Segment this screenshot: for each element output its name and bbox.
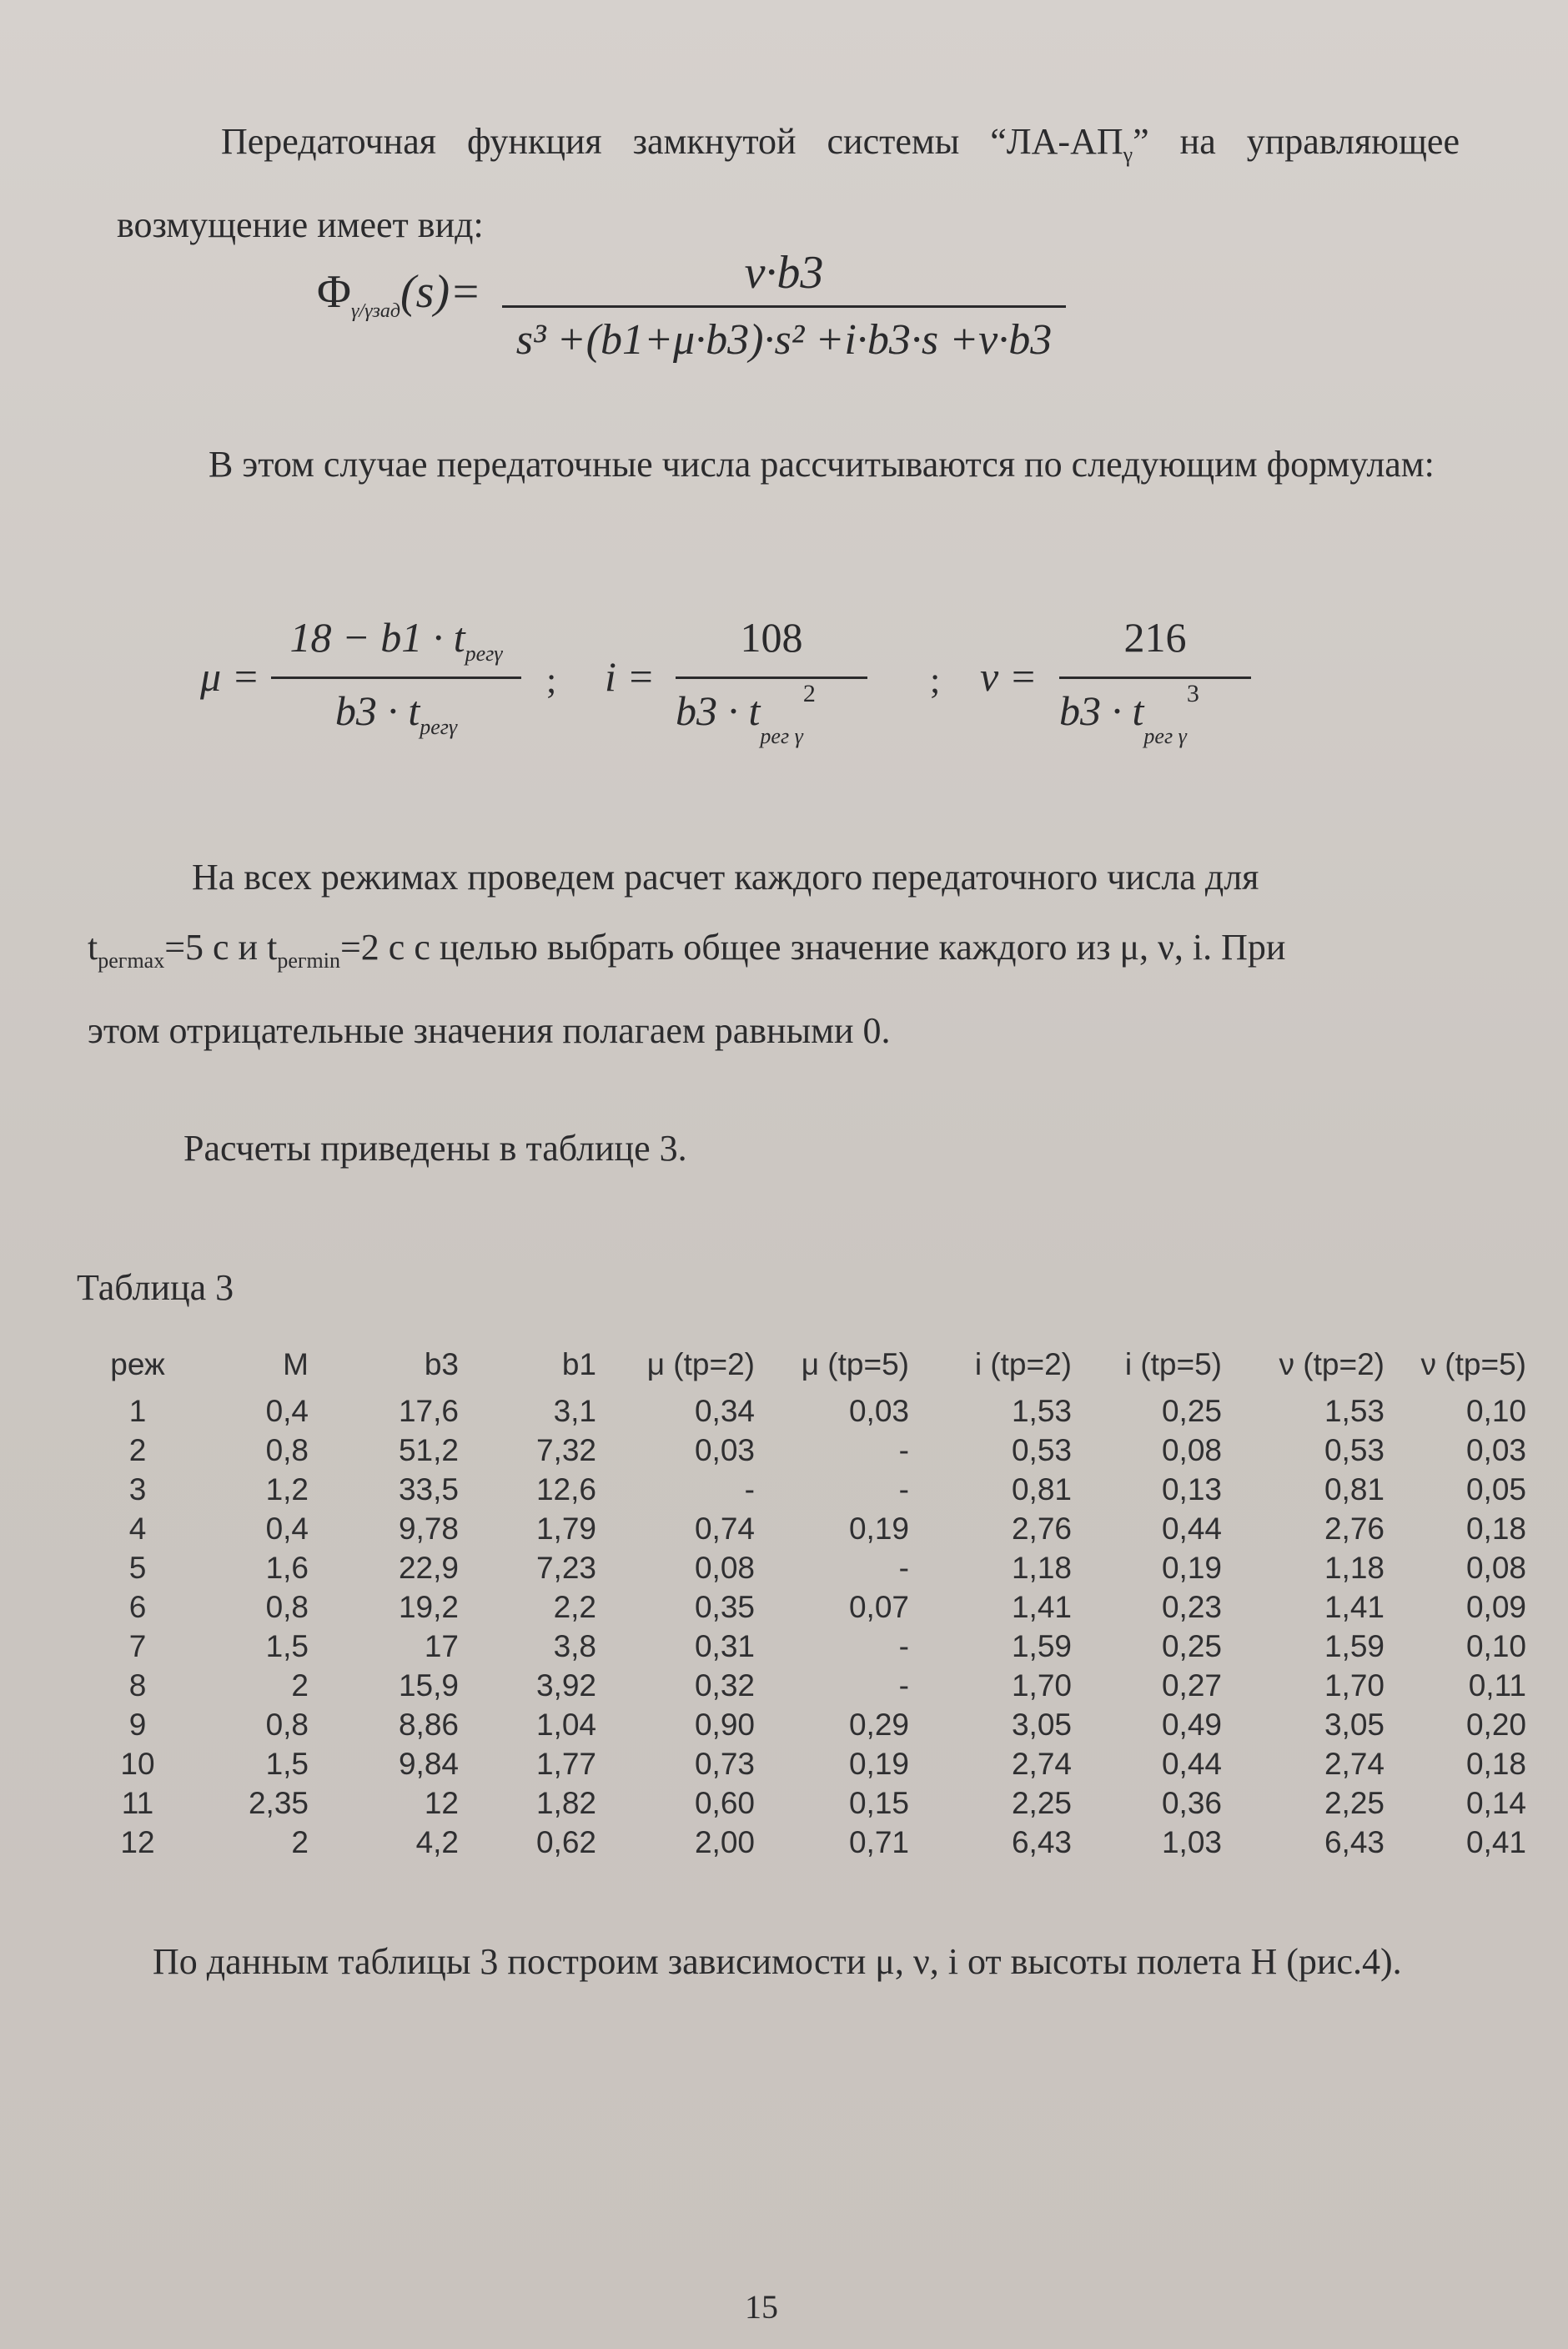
table-row [92, 1627, 1526, 1666]
table-cell: 2,2 [553, 1589, 596, 1624]
table-cell: 12 [424, 1785, 459, 1820]
calculation-paragraph [88, 843, 1472, 1066]
table-cell: 0,8 [265, 1432, 309, 1467]
column-header: i (tp=2) [974, 1347, 1072, 1381]
table-cell: 3,05 [1011, 1707, 1072, 1742]
table-row [92, 1666, 1526, 1705]
table-row [92, 1548, 1526, 1587]
table-cell: 0,27 [1161, 1667, 1222, 1703]
mu-fraction-line [271, 677, 521, 679]
table-cell: 0,32 [694, 1667, 755, 1703]
table-cell: 9,78 [398, 1511, 459, 1546]
table-cell: - [898, 1432, 909, 1467]
nu-denominator-power: 3 [1186, 680, 1199, 707]
table-cell: 1,18 [1324, 1550, 1385, 1585]
table-cell: 0,08 [694, 1550, 755, 1585]
table-cell: 4,2 [415, 1824, 459, 1859]
table-cell: 22,9 [398, 1550, 459, 1585]
calc-line-3: этом отрицательные значения полагаем равными 0. [88, 1009, 891, 1051]
intro-subscript: γ [1123, 142, 1133, 167]
table-cell: 0,03 [694, 1432, 755, 1467]
i-denominator-text: b3 · t [676, 687, 761, 734]
table-cell: 0,36 [1161, 1785, 1222, 1820]
column-header: ν (tp=2) [1279, 1347, 1385, 1381]
table-cell: 1,59 [1324, 1628, 1385, 1663]
table-row [92, 1823, 1526, 1862]
table-cell: 0,03 [1465, 1432, 1526, 1467]
table-cell: 0,81 [1011, 1471, 1072, 1506]
table-cell: - [898, 1667, 909, 1703]
table-header-row [92, 1343, 1526, 1391]
i-fraction-line [676, 677, 867, 679]
table-reference-text: Расчеты приведены в таблице 3. [183, 1128, 687, 1169]
table-cell: 0,14 [1465, 1785, 1526, 1820]
table-cell: - [898, 1550, 909, 1585]
table-cell: - [744, 1471, 755, 1506]
transfer-function-fraction-line [502, 305, 1066, 308]
nu-denominator-subscript: рег γ [1143, 724, 1187, 748]
table-row [92, 1391, 1526, 1431]
table-cell: 8,86 [398, 1707, 459, 1742]
table-cell: 11 [121, 1785, 154, 1820]
table-cell: 1 [128, 1393, 147, 1428]
conclusion-text: По данным таблицы 3 построим зависимости μ, ν, i от высоты полета Н (рис.4). [153, 1941, 1402, 1982]
table-cell: 6,43 [1324, 1824, 1385, 1859]
column-header: μ (tp=2) [646, 1347, 755, 1381]
table-body [92, 1391, 1526, 1862]
table-cell: 1,41 [1324, 1589, 1385, 1624]
table-cell: 9 [128, 1707, 147, 1742]
table-cell: 0,15 [848, 1785, 909, 1820]
column-header: M [283, 1347, 309, 1381]
table-cell: 0,08 [1161, 1432, 1222, 1467]
table-cell: 6,43 [1011, 1824, 1072, 1859]
mu-formula [200, 605, 534, 747]
i-formula [605, 605, 888, 747]
table-cell: 0,4 [265, 1511, 309, 1546]
table-cell: 2 [291, 1824, 309, 1859]
mu-numerator-text: 18 − b1 · t [289, 614, 465, 661]
table-cell: 0,13 [1161, 1471, 1222, 1506]
coefficients-intro-paragraph [104, 430, 1460, 500]
table-cell: 0,18 [1465, 1746, 1526, 1781]
phi-argument: (s)= [400, 266, 481, 318]
table-cell: 0,35 [694, 1589, 755, 1624]
mu-denominator-text: b3 · t [334, 687, 420, 734]
intro-text-after: ” на управляющее возмущение имеет вид: [117, 121, 1460, 245]
column-header: реж [110, 1347, 165, 1381]
mu-numerator [271, 613, 521, 666]
column-header: i (tp=5) [1124, 1347, 1222, 1381]
calc-t-prefix: t [88, 927, 98, 968]
table-cell: 3,05 [1324, 1707, 1385, 1742]
table-cell: 12,6 [535, 1471, 596, 1506]
table-cell: 5 [128, 1550, 147, 1585]
table-cell: 1,41 [1011, 1589, 1072, 1624]
table-cell: 7 [128, 1628, 147, 1663]
table-cell: 2,76 [1324, 1511, 1385, 1546]
table-cell: 0,03 [848, 1393, 909, 1428]
table-cell: 19,2 [398, 1589, 459, 1624]
mu-denominator [271, 687, 521, 740]
table-cell: 3 [128, 1471, 147, 1506]
table-cell: 0,44 [1161, 1511, 1222, 1546]
table-row [92, 1783, 1526, 1823]
table-row [92, 1744, 1526, 1783]
calc-line-1: На всех режимах проведем расчет каждого передаточного числа для [192, 857, 1259, 898]
calc-subscript-max: pегmax [98, 948, 165, 973]
table-cell: 1,03 [1161, 1824, 1222, 1859]
nu-formula [980, 605, 1297, 747]
table-cell: 0,73 [694, 1746, 755, 1781]
table-cell: 3,1 [553, 1393, 596, 1428]
nu-lhs: ν = [980, 653, 1038, 700]
table-cell: 15,9 [398, 1667, 459, 1703]
transfer-function-denominator: s³ +(b1+μ·b3)·s² +i·b3·s +ν·b3 [515, 316, 1053, 364]
table-cell: 2,25 [1011, 1785, 1072, 1820]
i-denominator-power: 2 [802, 680, 816, 707]
table-cell: 1,6 [265, 1550, 309, 1585]
table-cell: 2,76 [1011, 1511, 1072, 1546]
table-cell: 0,10 [1465, 1628, 1526, 1663]
table-row [92, 1587, 1526, 1627]
table-cell: 1,82 [535, 1785, 596, 1820]
table-cell: 0,71 [848, 1824, 909, 1859]
table-cell: 0,41 [1465, 1824, 1526, 1859]
table-cell: 0,44 [1161, 1746, 1222, 1781]
table-cell: 1,18 [1011, 1550, 1072, 1585]
table-cell: 2,25 [1324, 1785, 1385, 1820]
table-cell: 1,53 [1324, 1393, 1385, 1428]
table-row [92, 1470, 1526, 1509]
table-cell: 0,74 [694, 1511, 755, 1546]
table-cell: 0,29 [848, 1707, 909, 1742]
mu-denominator-subscript: регγ [420, 715, 458, 739]
table-cell: 1,77 [535, 1746, 596, 1781]
table-cell: 0,31 [694, 1628, 755, 1663]
table-cell: 7,23 [535, 1550, 596, 1585]
table-cell: 0,25 [1161, 1393, 1222, 1428]
conclusion-paragraph [48, 1927, 1500, 1997]
table-cell: 9,84 [398, 1746, 459, 1781]
table-cell: 0,23 [1161, 1589, 1222, 1624]
column-header: b3 [424, 1347, 459, 1381]
intro-paragraph [117, 107, 1460, 260]
calc-mid: =5 с и t [164, 927, 278, 968]
table-cell: 1,79 [535, 1511, 596, 1546]
table-cell: 1,04 [535, 1707, 596, 1742]
phi-subscript: γ/γзад [350, 300, 401, 323]
table-cell: 0,53 [1011, 1432, 1072, 1467]
table-cell: 0,60 [694, 1785, 755, 1820]
table-cell: 7,32 [535, 1432, 596, 1467]
table-cell: 1,70 [1324, 1667, 1385, 1703]
table-row [92, 1705, 1526, 1744]
table-cell: 2,35 [248, 1785, 309, 1820]
table-cell: 0,8 [265, 1707, 309, 1742]
table-cell: 51,2 [398, 1432, 459, 1467]
calc-subscript-min: pегmin [277, 948, 340, 973]
table-cell: 0,19 [848, 1746, 909, 1781]
table-cell: 33,5 [398, 1471, 459, 1506]
column-header: b1 [561, 1347, 596, 1381]
column-header: μ (tp=5) [801, 1347, 909, 1381]
table-cell: 0,09 [1465, 1589, 1526, 1624]
i-numerator: 108 [740, 614, 803, 661]
table-caption: Таблица 3 [77, 1267, 234, 1308]
transfer-function-numerator: ν·b3 [744, 247, 824, 299]
table-cell: 2,00 [694, 1824, 755, 1859]
table-cell: 3,8 [553, 1628, 596, 1663]
table-cell: 1,5 [265, 1746, 309, 1781]
table-cell: 0,19 [848, 1511, 909, 1546]
table-cell: 0,90 [694, 1707, 755, 1742]
table-cell: - [898, 1628, 909, 1663]
page-number: 15 [745, 2288, 778, 2326]
coefficients-intro-text: В этом случае передаточные числа рассчитываются по следующим формулам: [209, 444, 1435, 485]
table-cell: 10 [120, 1746, 155, 1781]
table-cell: 0,62 [535, 1824, 596, 1859]
table-cell: 0,4 [265, 1393, 309, 1428]
table-cell: 0,34 [694, 1393, 755, 1428]
table-cell: 8 [128, 1667, 147, 1703]
i-denominator-subscript: рег γ [760, 724, 803, 748]
table-reference-paragraph [183, 1114, 1268, 1184]
table-cell: 0,10 [1465, 1393, 1526, 1428]
table-cell: 2 [128, 1432, 147, 1467]
table-cell: 0,49 [1161, 1707, 1222, 1742]
mu-lhs: μ = [200, 653, 260, 700]
table-cell: 0,8 [265, 1589, 309, 1624]
table-cell: 0,25 [1161, 1628, 1222, 1663]
separator-2: ; [930, 660, 941, 701]
table-cell: 3,92 [535, 1667, 596, 1703]
table-cell: - [898, 1471, 909, 1506]
table-cell: 2 [291, 1667, 309, 1703]
table-cell: 17,6 [398, 1393, 459, 1428]
table-row [92, 1431, 1526, 1470]
table-cell: 1,53 [1011, 1393, 1072, 1428]
table-cell: 12 [120, 1824, 155, 1859]
table-cell: 2,74 [1011, 1746, 1072, 1781]
separator-1: ; [546, 660, 557, 701]
table-cell: 1,2 [265, 1471, 309, 1506]
table-cell: 1,5 [265, 1628, 309, 1663]
table-cell: 0,08 [1465, 1550, 1526, 1585]
nu-numerator: 216 [1123, 614, 1187, 661]
nu-denominator-text: b3 · t [1059, 687, 1144, 734]
table-row [92, 1509, 1526, 1548]
phi-symbol: Φ [317, 266, 351, 318]
table-cell: 0,20 [1465, 1707, 1526, 1742]
table-cell: 0,18 [1465, 1511, 1526, 1546]
table-cell: 0,53 [1324, 1432, 1385, 1467]
calc-rest: =2 с с целью выбрать общее значение каждого из μ, ν, i. При [339, 927, 1286, 968]
column-header: ν (tp=5) [1420, 1347, 1526, 1381]
nu-fraction-line [1059, 677, 1251, 679]
intro-text-before: Передаточная функция замкнутой системы “ЛА-АП [221, 121, 1123, 162]
mu-numerator-subscript: регγ [465, 641, 503, 666]
table-cell: 4 [128, 1511, 147, 1546]
table-cell: 2,74 [1324, 1746, 1385, 1781]
table-cell: 6 [128, 1589, 147, 1624]
table-cell: 0,19 [1161, 1550, 1222, 1585]
table-cell: 0,81 [1324, 1471, 1385, 1506]
table-cell: 0,05 [1465, 1471, 1526, 1506]
data-table [92, 1343, 1526, 1862]
table-cell: 0,07 [848, 1589, 909, 1624]
table-cell: 17 [424, 1628, 459, 1663]
table-cell: 1,59 [1011, 1628, 1072, 1663]
table-cell: 1,70 [1011, 1667, 1072, 1703]
transfer-function-lhs [317, 265, 481, 323]
table-cell: 0,11 [1468, 1667, 1526, 1703]
i-lhs: i = [605, 653, 656, 700]
